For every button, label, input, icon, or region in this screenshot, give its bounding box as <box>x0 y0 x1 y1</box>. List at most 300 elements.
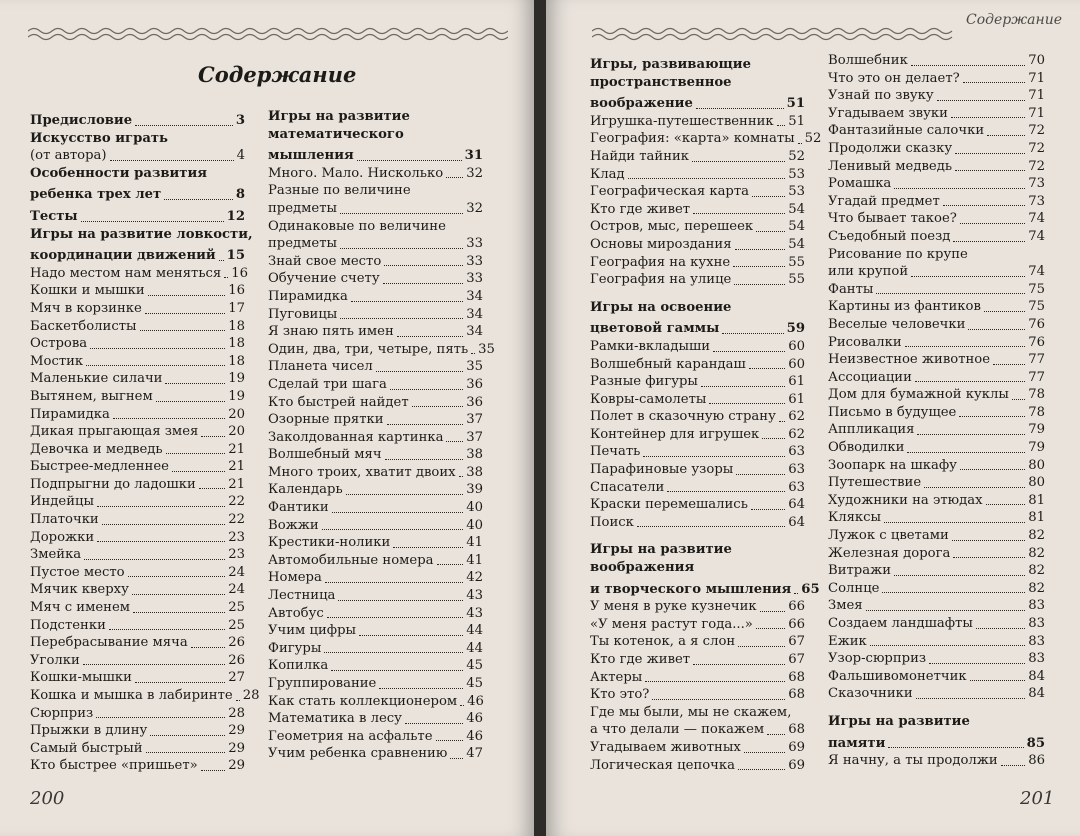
toc-entry-title: Подстенки <box>30 617 106 633</box>
dot-leader <box>713 351 785 352</box>
toc-entry <box>268 552 483 570</box>
toc-entry <box>590 130 822 148</box>
toc-entry-title: Фантики <box>268 500 329 516</box>
dot-leader <box>701 386 785 387</box>
dot-leader <box>794 593 798 594</box>
toc-page-number: 68 <box>788 687 805 703</box>
toc-entry <box>30 687 260 705</box>
dot-leader <box>140 330 226 331</box>
toc-entry <box>590 633 805 651</box>
toc-entry-title: Фантазийные салочки <box>828 123 985 139</box>
toc-section-heading <box>268 147 483 165</box>
toc-entry-title: Фанты <box>828 281 874 297</box>
toc-entry-title: Я начну, а ты продолжи <box>828 753 998 769</box>
dot-leader <box>987 135 1025 136</box>
toc-page-number: 35 <box>478 341 495 357</box>
toc-entry <box>268 622 483 640</box>
toc-entry-title: Художники на этюдах <box>828 492 983 508</box>
toc-page-number: 45 <box>466 658 483 674</box>
toc-entry-title: ребенка трех лет <box>30 187 162 203</box>
toc-entry <box>590 496 805 514</box>
toc-page-number: 38 <box>466 464 483 480</box>
dot-leader <box>325 582 463 583</box>
dot-leader <box>446 441 463 442</box>
toc-page-number: 20 <box>228 406 245 422</box>
toc-entry-title: Картины из фантиков <box>828 299 981 315</box>
toc-entry <box>828 685 1045 703</box>
toc-page-number: 40 <box>466 500 483 516</box>
toc-entry <box>30 757 245 775</box>
toc-entry-title: Ассоциации <box>828 369 912 385</box>
dot-leader <box>955 153 1025 154</box>
dot-leader <box>917 434 1025 435</box>
toc-entry-title: Дом для бумажной куклы <box>828 387 1009 403</box>
dot-leader <box>86 365 225 366</box>
toc-page-number: 62 <box>788 426 805 442</box>
toc-entry <box>590 391 805 409</box>
toc-section-heading <box>30 112 245 130</box>
toc-page-number: 40 <box>466 517 483 533</box>
toc-entry-title: Кошка и мышка в лабиринте <box>30 688 233 703</box>
toc-entry <box>828 351 1045 369</box>
toc-entry-title: Рамки-вкладыши <box>590 338 711 354</box>
toc-entry-title: или крупой <box>828 264 909 280</box>
dot-leader <box>907 452 1025 453</box>
dot-leader <box>385 459 464 460</box>
toc-entry-title: «У меня растут года...» <box>590 616 753 632</box>
dot-leader <box>709 403 785 404</box>
toc-entry <box>590 338 805 356</box>
toc-entry-title: Мячик кверху <box>30 582 129 598</box>
toc-entry-title: Календарь <box>268 482 343 498</box>
dot-leader <box>84 559 225 560</box>
toc-entry-title: Как стать коллекционером <box>268 693 458 709</box>
toc-entry-title: Много. Мало. Нисколько <box>268 165 444 181</box>
toc-entry <box>590 598 805 616</box>
toc-page-number: 77 <box>1028 369 1045 385</box>
toc-page-number: 83 <box>1028 598 1045 614</box>
toc-page-number: 83 <box>1028 616 1045 631</box>
toc-entry <box>590 651 805 669</box>
toc-entry-title: памяти <box>828 735 886 751</box>
toc-entry-title: Пирамидка <box>30 406 110 422</box>
dot-leader <box>340 213 463 214</box>
dot-leader <box>953 557 1025 558</box>
toc-page-number: 51 <box>786 96 805 112</box>
toc-entry-title: Зоопарк на шкафу <box>828 457 957 473</box>
toc-entry <box>30 564 245 582</box>
toc-page-number: 66 <box>788 599 805 615</box>
toc-entry-title: Ты котенок, а я слон <box>590 634 736 650</box>
dot-leader <box>383 283 464 284</box>
toc-entry-title: Узнай по звуку <box>828 88 934 104</box>
toc-entry <box>30 599 245 617</box>
toc-page-number: 22 <box>228 512 245 528</box>
toc-entry <box>828 228 1045 246</box>
toc-entry-title: Найди тайник <box>590 148 690 164</box>
toc-entry <box>268 517 483 535</box>
toc-page-number: 63 <box>788 462 805 478</box>
dot-leader <box>97 506 225 507</box>
toc-entry <box>828 298 1045 316</box>
toc-entry <box>30 300 245 318</box>
toc-entry-title: Кто быстрее «пришьет» <box>30 758 198 774</box>
toc-entry <box>590 757 805 775</box>
toc-entry <box>268 710 483 728</box>
toc-page-number: 21 <box>228 476 245 492</box>
toc-entry <box>828 105 1045 123</box>
toc-page-number: 72 <box>1028 158 1045 174</box>
toc-entry <box>590 514 805 532</box>
dot-leader <box>963 82 1026 83</box>
toc-section-heading-line: Искусство играть <box>30 130 168 146</box>
dot-leader <box>692 161 785 162</box>
toc-entry <box>30 705 245 723</box>
left-page <box>0 0 534 836</box>
toc-entry-title: Индейцы <box>30 494 94 510</box>
toc-entry <box>30 476 245 494</box>
toc-page-number: 79 <box>1028 422 1045 438</box>
toc-entry <box>30 669 245 687</box>
toc-entry <box>30 406 245 424</box>
toc-entry <box>590 201 805 219</box>
toc-entry-title: Кошки и мышки <box>30 283 145 299</box>
toc-page-number: 36 <box>466 376 483 392</box>
dot-leader <box>645 681 785 682</box>
toc-page-number: 18 <box>228 318 245 334</box>
toc-page-number: 21 <box>228 441 245 457</box>
dot-leader <box>340 318 463 319</box>
toc-page-number: 46 <box>467 693 484 709</box>
toc-page-number: 41 <box>466 535 483 551</box>
toc-entry-title: Краски перемешались <box>590 497 748 513</box>
toc-entry-title: предметы <box>268 236 338 252</box>
toc-entry-title: Подпрыгни до ладошки <box>30 476 196 492</box>
toc-section-heading-line: Особенности развития <box>30 165 207 181</box>
dot-leader <box>148 295 226 296</box>
toc-entry <box>590 166 805 184</box>
toc-entry <box>30 581 245 599</box>
dot-leader <box>1001 765 1026 766</box>
dot-leader <box>911 276 1025 277</box>
toc-entry-title: Заколдованная картинка <box>268 429 444 445</box>
toc-entry-title: Ковры-самолеты <box>590 391 707 407</box>
toc-entry <box>30 388 245 406</box>
toc-entry <box>268 481 483 499</box>
dot-leader <box>733 266 785 267</box>
toc-entry-title: Тесты <box>30 208 78 224</box>
toc-entry <box>590 461 805 479</box>
toc-entry-title: Что это он делает? <box>828 70 960 86</box>
dot-leader <box>135 682 225 683</box>
dot-leader <box>779 421 785 422</box>
toc-page-number: 70 <box>1028 53 1045 68</box>
dot-leader <box>405 723 463 724</box>
toc-entry-title: Рисовалки <box>828 334 902 350</box>
book-gutter <box>534 0 546 836</box>
toc-entry <box>268 411 483 429</box>
page-number-right: 201 <box>1020 788 1055 809</box>
toc-entry-title: Прыжки в длину <box>30 723 148 739</box>
toc-entry <box>828 210 1045 228</box>
toc-entry-title: Обводилки <box>828 440 905 456</box>
toc-entry <box>268 235 483 253</box>
toc-page-number: 26 <box>228 635 245 651</box>
toc-entry <box>828 122 1045 140</box>
toc-page-number: 75 <box>1028 299 1045 315</box>
toc-entry <box>268 446 483 464</box>
toc-entry <box>30 147 245 165</box>
toc-entry <box>30 458 245 476</box>
toc-entry <box>268 341 495 359</box>
toc-page-number: 72 <box>1028 140 1045 156</box>
dot-leader <box>102 524 225 525</box>
toc-entry-title: Продолжи сказку <box>828 140 953 156</box>
dot-leader <box>637 526 785 527</box>
toc-entry-title: Угадываем животных <box>590 739 741 755</box>
toc-column-2 <box>268 108 495 763</box>
toc-entry <box>590 669 805 687</box>
toc-entry-title: Маленькие силачи <box>30 371 163 387</box>
toc-section-heading <box>30 208 245 226</box>
dot-leader <box>762 438 785 439</box>
dot-leader <box>133 612 225 613</box>
toc-entry-title: Солнце <box>828 580 880 596</box>
toc-entry-title: Волшебник <box>828 53 908 68</box>
toc-entry <box>590 254 805 272</box>
toc-entry <box>828 633 1045 651</box>
dot-leader <box>976 628 1025 629</box>
dot-leader <box>113 418 225 419</box>
dot-leader <box>970 680 1026 681</box>
dot-leader <box>338 600 463 601</box>
toc-entry-title: Самый быстрый <box>30 740 143 756</box>
toc-page-number: 29 <box>228 758 245 774</box>
dot-leader <box>165 383 225 384</box>
toc-page-number: 15 <box>226 248 245 264</box>
toc-entry <box>268 728 483 746</box>
toc-entry <box>268 253 483 271</box>
toc-entry <box>268 358 483 376</box>
toc-page-number: 12 <box>226 208 245 224</box>
toc-entry <box>268 200 483 218</box>
toc-entry-title: Пустое место <box>30 564 125 580</box>
toc-entry-title: Предисловие <box>30 113 133 128</box>
toc-entry-title: Угадай предмет <box>828 193 940 209</box>
toc-entry-title: Кошки-мышки <box>30 670 132 686</box>
toc-entry <box>30 511 245 529</box>
toc-entry-title: Волшебный карандаш <box>590 356 746 372</box>
dot-leader <box>643 456 785 457</box>
toc-page-number: 25 <box>228 617 245 633</box>
dot-leader <box>751 509 785 510</box>
toc-entry <box>828 193 1045 211</box>
toc-entry-title: Кто быстрей найдет <box>268 394 409 410</box>
toc-entry <box>828 52 1045 70</box>
toc-page-number: 83 <box>1028 651 1045 667</box>
toc-page-number: 46 <box>466 728 483 744</box>
dot-leader <box>450 758 463 759</box>
dot-leader <box>351 301 463 302</box>
toc-entry-title: Кто где живет <box>590 652 691 667</box>
toc-entry <box>590 721 805 739</box>
dot-leader <box>870 645 1025 646</box>
toc-entry-title: Кто это? <box>590 687 650 703</box>
dot-leader <box>960 223 1025 224</box>
toc-page-number: 18 <box>228 353 245 369</box>
toc-page-number: 82 <box>1028 528 1045 544</box>
toc-entry <box>268 569 483 587</box>
dot-leader <box>744 752 785 753</box>
toc-page-number: 81 <box>1028 492 1045 508</box>
toc-entry <box>268 587 483 605</box>
toc-page-number: 84 <box>1028 686 1045 702</box>
toc-entry-title: координации движений <box>30 248 216 264</box>
dot-leader <box>777 125 786 126</box>
toc-entry <box>828 316 1045 334</box>
dot-leader <box>993 364 1025 365</box>
toc-page-number: 16 <box>231 265 248 281</box>
toc-entry <box>828 650 1045 668</box>
toc-entry <box>30 353 245 371</box>
toc-page-number: 53 <box>788 166 805 182</box>
toc-entry-title: а что делали — покажем <box>590 722 765 738</box>
toc-page-number: 78 <box>1028 404 1045 420</box>
dot-leader <box>96 717 225 718</box>
toc-entry <box>590 739 805 757</box>
toc-page-number: 73 <box>1028 176 1045 192</box>
dot-leader <box>412 406 464 407</box>
toc-entry <box>268 288 483 306</box>
toc-entry-title: Я знаю пять имен <box>268 324 394 340</box>
dot-leader <box>460 705 464 706</box>
toc-entry <box>268 270 483 288</box>
dot-leader <box>81 221 224 222</box>
dot-leader <box>736 474 785 475</box>
dot-leader <box>340 248 463 249</box>
toc-page-number: 86 <box>1028 753 1045 769</box>
toc-entry <box>268 745 483 763</box>
toc-entry-title: Крестики-нолики <box>268 535 391 551</box>
toc-entry-title: Группирование <box>268 676 377 691</box>
toc-entry-title: Узор-сюрприз <box>828 651 927 667</box>
toc-page-number: 20 <box>228 424 245 440</box>
toc-page-number: 42 <box>466 570 483 586</box>
toc-page-number: 29 <box>228 740 245 756</box>
dot-leader <box>393 547 463 548</box>
dot-leader <box>324 652 463 653</box>
toc-page-number: 41 <box>466 552 483 568</box>
dot-leader <box>379 688 463 689</box>
toc-entry-title: Змейка <box>30 547 82 563</box>
toc-page-number: 64 <box>788 497 805 513</box>
toc-section-heading-line: Игры на развитие <box>590 542 732 558</box>
toc-page-number: 28 <box>228 705 245 721</box>
toc-entry <box>828 457 1045 475</box>
dot-leader <box>876 293 1025 294</box>
toc-section-heading-line: Игры на освоение <box>590 299 732 315</box>
toc-entry-title: Веселые человечки <box>828 316 966 332</box>
toc-entry <box>828 421 1045 439</box>
toc-entry-title: Игрушка-путешественник <box>590 113 774 129</box>
toc-entry-title: Сказочники <box>828 686 913 702</box>
toc-entry-title: Географическая карта <box>590 184 750 200</box>
toc-section-heading-line: Игры, развивающие <box>590 57 751 72</box>
toc-page-number: 34 <box>466 288 483 304</box>
toc-page-number: 73 <box>1028 193 1045 209</box>
toc-page-number: 74 <box>1028 264 1045 280</box>
dot-leader <box>652 699 785 700</box>
toc-page-number: 74 <box>1028 211 1045 227</box>
toc-entry-title: Разные фигуры <box>590 374 698 390</box>
toc-page-number: 31 <box>464 148 483 164</box>
dot-leader <box>911 65 1025 66</box>
dot-leader <box>628 178 786 179</box>
toc-entry-title: Фигуры <box>268 640 322 656</box>
dot-leader <box>767 734 785 735</box>
toc-page-number: 79 <box>1028 440 1045 456</box>
toc-entry <box>30 318 245 336</box>
toc-entry <box>590 271 805 289</box>
toc-entry-title: Геометрия на асфальте <box>268 728 433 744</box>
dot-leader <box>191 647 226 648</box>
toc-entry-title: Математика в лесу <box>268 711 402 727</box>
toc-page-number: 65 <box>801 581 820 597</box>
toc-page-number: 8 <box>235 187 245 203</box>
toc-page-number: 27 <box>228 670 245 686</box>
toc-page-number: 68 <box>788 669 805 685</box>
dot-leader <box>201 770 226 771</box>
dot-leader <box>888 747 1023 748</box>
toc-section-heading <box>590 95 805 113</box>
toc-entry <box>268 323 483 341</box>
toc-entry <box>828 140 1045 158</box>
toc-column-1 <box>30 108 260 775</box>
dot-leader <box>390 389 463 390</box>
toc-entry <box>590 408 805 426</box>
toc-entry <box>828 263 1045 281</box>
toc-entry <box>590 236 805 254</box>
toc-entry-title: (от автора) <box>30 148 107 164</box>
dot-leader <box>471 353 475 354</box>
toc-section-heading-line: Игры на развитие ловкости, <box>30 226 253 242</box>
toc-page-number: 52 <box>804 131 822 147</box>
toc-page-number: 21 <box>228 459 245 475</box>
toc-entry-line: Разные по величине <box>268 183 411 199</box>
page-number-left: 200 <box>30 788 65 809</box>
toc-entry-title: Пуговицы <box>268 306 338 322</box>
dot-leader <box>97 541 225 542</box>
toc-entry <box>268 693 483 711</box>
toc-page-number: 37 <box>466 429 483 445</box>
toc-entry-title: Мяч в корзинке <box>30 300 142 316</box>
toc-entry-title: Девочка и медведь <box>30 441 163 457</box>
toc-entry <box>828 175 1045 193</box>
dot-leader <box>693 213 785 214</box>
toc-entry <box>590 113 805 131</box>
toc-entry-title: Много троих, хватит двоих <box>268 464 456 480</box>
toc-page-number: 4 <box>236 148 245 164</box>
toc-entry-title: Быстрее-медленнее <box>30 459 169 475</box>
toc-entry-title: Автобус <box>268 605 324 621</box>
toc-page-number: 24 <box>228 582 245 598</box>
dot-leader <box>128 576 226 577</box>
dot-leader <box>83 664 225 665</box>
toc-entry <box>828 334 1045 352</box>
toc-page-number: 47 <box>466 746 483 762</box>
dot-leader <box>150 735 225 736</box>
toc-entry-title: Змея <box>828 598 863 614</box>
